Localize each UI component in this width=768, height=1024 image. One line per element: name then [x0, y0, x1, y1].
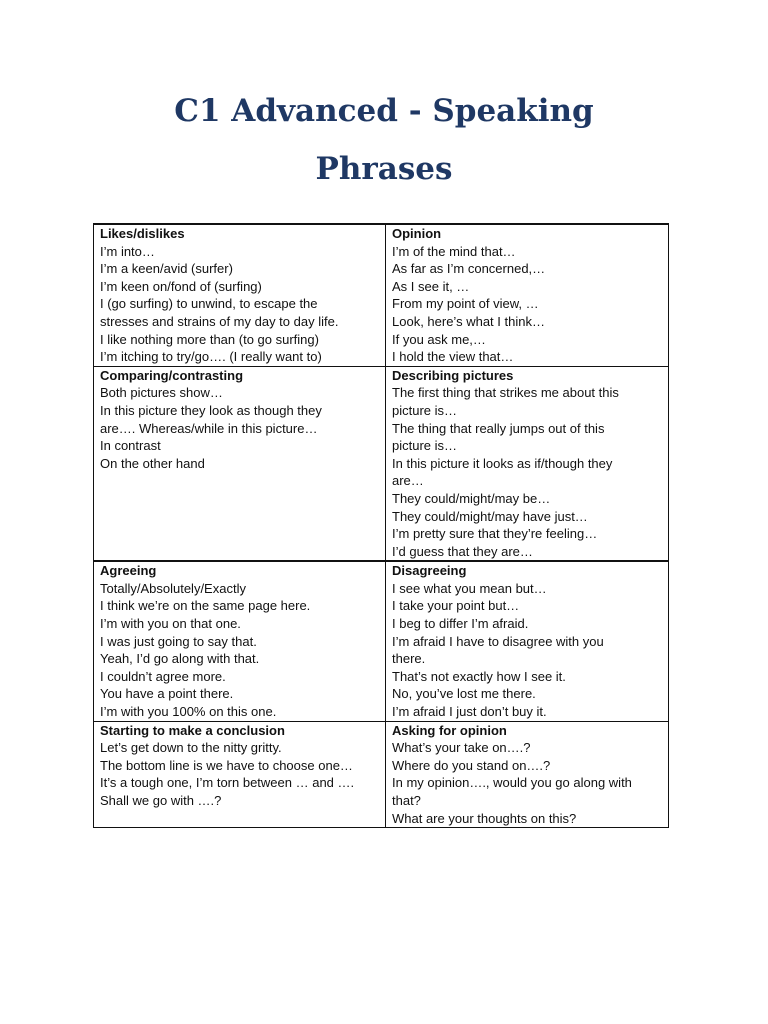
- section-heading: Likes/dislikes: [100, 226, 185, 241]
- phrase-cell-asking-for-opinion: [386, 721, 669, 828]
- phrase-line: I’m keen on/fond of (surfing): [100, 278, 262, 294]
- phrase-line: I’m afraid I have to disagree with you: [392, 633, 604, 649]
- phrase-line: I’d guess that they are…: [392, 543, 533, 559]
- phrase-line: I hold the view that…: [392, 349, 514, 365]
- phrase-line: I couldn’t agree more.: [100, 668, 226, 684]
- phrase-line: If you ask me,…: [392, 331, 486, 347]
- phrase-line: I think we’re on the same page here.: [100, 598, 311, 614]
- title-line-1: C1 Advanced - Speaking: [174, 93, 594, 129]
- phrase-line: In this picture they look as though they: [100, 402, 322, 418]
- phrase-cell-agreeing: [94, 561, 386, 721]
- section-heading: Asking for opinion: [392, 722, 507, 738]
- phrase-cell-disagreeing: [386, 561, 669, 721]
- phrase-line: I’m afraid I just don’t buy it.: [392, 704, 547, 720]
- phrase-line: From my point of view, …: [392, 296, 539, 312]
- phrase-line: I’m into…: [100, 243, 155, 259]
- phrase-line: are…: [392, 473, 424, 489]
- phrase-line: I see what you mean but…: [392, 580, 547, 596]
- phrase-line: I’m itching to try/go…. (I really want to): [100, 349, 322, 365]
- phrase-cell-comparing-contrasting: [94, 366, 386, 561]
- phrase-line: I’m of the mind that…: [392, 243, 516, 259]
- phrase-line: I was just going to say that.: [100, 633, 257, 649]
- table-row: [94, 224, 669, 366]
- phrase-line: I like nothing more than (to go surfing): [100, 331, 319, 347]
- phrase-line: On the other hand: [100, 455, 205, 471]
- table-row: [94, 366, 669, 561]
- section-heading: Starting to make a conclusion: [100, 722, 285, 738]
- phrase-line: there.: [392, 651, 426, 667]
- section-heading: Agreeing: [100, 563, 157, 579]
- phrase-line: I’m with you 100% on this one.: [100, 704, 277, 720]
- phrase-line: That’s not exactly how I see it.: [392, 668, 566, 684]
- section-heading: Disagreeing: [392, 563, 467, 579]
- phrase-line: In my opinion…., would you go along with: [392, 775, 632, 791]
- phrase-line: What’s your take on….?: [392, 740, 531, 756]
- phrase-cell-describing-pictures: [386, 366, 669, 561]
- section-heading: Comparing/contrasting: [100, 367, 244, 383]
- phrase-line: No, you’ve lost me there.: [392, 686, 536, 702]
- phrase-line: Look, here’s what I think…: [392, 313, 545, 329]
- phrase-line: picture is…: [392, 438, 458, 454]
- phrase-line: As I see it, …: [392, 278, 470, 294]
- phrase-cell-likes-dislikes: [94, 224, 386, 366]
- phrase-line: I’m with you on that one.: [100, 616, 241, 632]
- phrases-table-body: [94, 224, 669, 828]
- section-heading: Describing pictures: [392, 367, 514, 383]
- phrase-line: I (go surfing) to unwind, to escape the: [100, 296, 318, 312]
- phrase-line: In this picture it looks as if/though they: [392, 455, 613, 471]
- phrases-table: [93, 223, 669, 828]
- phrase-line: Let’s get down to the nitty gritty.: [100, 740, 282, 756]
- phrase-line: It’s a tough one, I’m torn between … and ….: [100, 775, 355, 791]
- phrase-cell-opinion: [386, 224, 669, 366]
- phrase-line: I’m pretty sure that they’re feeling…: [392, 526, 598, 542]
- phrase-line: picture is…: [392, 402, 458, 418]
- phrase-line: The first thing that strikes me about this: [392, 385, 619, 401]
- phrase-line: You have a point there.: [100, 686, 234, 702]
- table-row: [94, 561, 669, 721]
- phrase-line: The thing that really jumps out of this: [392, 420, 605, 436]
- section-heading: Opinion: [392, 226, 442, 241]
- phrase-line: As far as I’m concerned,…: [392, 261, 546, 277]
- phrase-line: I beg to differ I’m afraid.: [392, 616, 529, 632]
- phrase-line: that?: [392, 793, 421, 808]
- page-title: [0, 82, 768, 198]
- phrase-line: They could/might/may have just…: [392, 508, 588, 524]
- phrase-line: Where do you stand on….?: [392, 757, 551, 773]
- phrase-line: In contrast: [100, 438, 161, 454]
- phrase-line: I’m a keen/avid (surfer): [100, 261, 233, 277]
- title-line-2: Phrases: [315, 151, 453, 187]
- phrase-line: Totally/Absolutely/Exactly: [100, 580, 246, 596]
- table-row: [94, 721, 669, 828]
- phrase-line: I take your point but…: [392, 598, 520, 614]
- phrase-line: What are your thoughts on this?: [392, 810, 577, 826]
- phrase-line: They could/might/may be…: [392, 490, 551, 506]
- phrase-line: Both pictures show…: [100, 385, 223, 401]
- phrase-line: are…. Whereas/while in this picture…: [100, 420, 318, 436]
- phrase-cell-starting-to-make-a-conclusion: [94, 721, 386, 828]
- phrase-line: Yeah, I’d go along with that.: [100, 651, 260, 667]
- phrase-line: Shall we go with ….?: [100, 793, 222, 808]
- phrase-line: stresses and strains of my day to day life.: [100, 313, 339, 329]
- phrase-line: The bottom line is we have to choose one…: [100, 757, 353, 773]
